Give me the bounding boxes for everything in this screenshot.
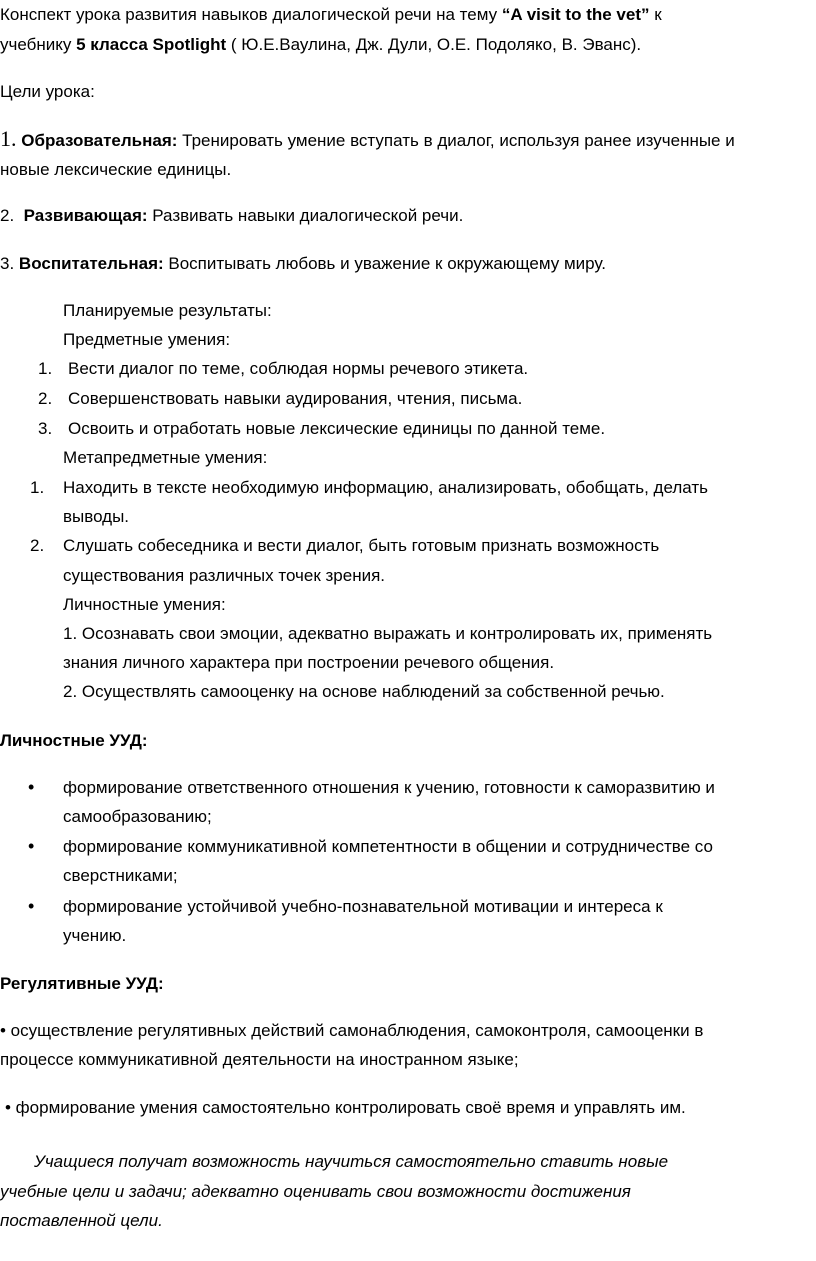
personal-skill-item-line1: 2. Осуществлять самооценку на основе наблюдений за собственной речью.	[63, 682, 665, 701]
goal-label: Развивающая:	[23, 206, 148, 225]
subject-skill-item: Освоить и отработать новые лексические единицы по данной теме.	[68, 419, 606, 438]
personal-uud-item-line1: формирование ответственного отношения к учению, готовности к саморазвитию и	[63, 778, 715, 797]
goal-text: Воспитывать любовь и уважение к окружающему миру.	[163, 254, 606, 273]
bullet-icon: •	[28, 836, 35, 856]
list-number: 3.	[38, 419, 53, 438]
document-title-line1	[0, 0, 812, 29]
meta-skill-item-line2: существования различных точек зрения.	[63, 566, 386, 585]
textbook-authors: ( Ю.Е.Ваулина, Дж. Дули, О.Е. Подоляко, В. Эванс).	[226, 35, 642, 54]
personal-skill-item-line2: знания личного характера при построении речевого общения.	[63, 653, 555, 672]
goal-number: 3.	[0, 254, 15, 273]
regulative-uud-item-line2: процессе коммуникативной деятельности на иностранном языке;	[0, 1050, 519, 1069]
title-textbook-word: учебнику	[0, 35, 77, 54]
goal-label: Образовательная:	[21, 131, 178, 150]
personal-uud-item-line1: формирование коммуникативной компетентности в общении и сотрудничестве со	[63, 837, 713, 856]
outcome-line2: учебные цели и задачи; адекватно оценивать свои возможности достижения	[0, 1182, 631, 1201]
personal-skill-item-line1: 1. Осознавать свои эмоции, адекватно выражать и контролировать их, применять	[63, 624, 713, 643]
outcome-line1: Учащиеся получат возможность научиться самостоятельно ставить новые	[34, 1152, 669, 1171]
meta-skill-item-line1: Находить в тексте необходимую информацию, анализировать, обобщать, делать	[63, 478, 709, 497]
personal-skills-heading: Личностные умения:	[63, 595, 226, 614]
lesson-topic: “A visit to the vet”	[501, 5, 650, 24]
goal-developing	[0, 201, 812, 230]
list-number: 2.	[30, 536, 45, 555]
goal-number: 2.	[0, 206, 15, 225]
bullet-icon: •	[28, 896, 35, 916]
personal-uud-item-line1: формирование устойчивой учебно-познавательной мотивации и интереса к	[63, 897, 663, 916]
list-number: 1.	[38, 359, 53, 378]
list-number: 2.	[38, 389, 53, 408]
goal-label: Воспитательная:	[18, 254, 164, 273]
subject-skill-item: Совершенствовать навыки аудирования, чтения, письма.	[68, 389, 523, 408]
meta-skill-item-line2: выводы.	[63, 507, 130, 526]
title-prefix: Конспект урока развития навыков диалогической речи на тему	[0, 5, 502, 24]
regulative-uud-item-line1: • осуществление регулятивных действий самонаблюдения, самоконтроля, самооценки в	[0, 1021, 704, 1040]
goal-educational	[0, 124, 812, 155]
meta-skills-heading: Метапредметные умения:	[63, 448, 268, 467]
goal-text: Развивать навыки диалогической речи.	[147, 206, 464, 225]
personal-uud-item-line2: самообразованию;	[63, 807, 212, 826]
outcome-line3: поставленной цели.	[0, 1211, 163, 1230]
goal-text-line1: Тренировать умение вступать в диалог, используя ранее изученные и	[177, 131, 735, 150]
textbook-name: 5 класса Spotlight	[76, 35, 227, 54]
title-mid: к	[649, 5, 662, 24]
regulative-uud-heading: Регулятивные УУД:	[0, 974, 164, 993]
personal-uud-item-line2: сверстниками;	[63, 866, 178, 885]
goal-educational-line2: новые лексические единицы.	[0, 160, 232, 179]
subject-skill-item: Вести диалог по теме, соблюдая нормы речевого этикета.	[68, 359, 529, 378]
planned-results-heading: Планируемые результаты:	[63, 301, 272, 320]
goal-number: 1.	[0, 126, 17, 151]
bullet-icon: •	[28, 777, 35, 797]
document-title-line2	[0, 30, 812, 59]
meta-skill-item-line1: Слушать собеседника и вести диалог, быть готовым признать возможность	[63, 536, 660, 555]
goals-heading: Цели урока:	[0, 82, 95, 101]
personal-uud-item-line2: учению.	[63, 926, 127, 945]
personal-uud-heading: Личностные УУД:	[0, 731, 148, 750]
regulative-uud-item: • формирование умения самостоятельно контролировать своё время и управлять им.	[5, 1098, 686, 1117]
subject-skills-heading: Предметные умения:	[63, 330, 231, 349]
list-number: 1.	[30, 478, 45, 497]
goal-upbringing	[0, 249, 812, 278]
